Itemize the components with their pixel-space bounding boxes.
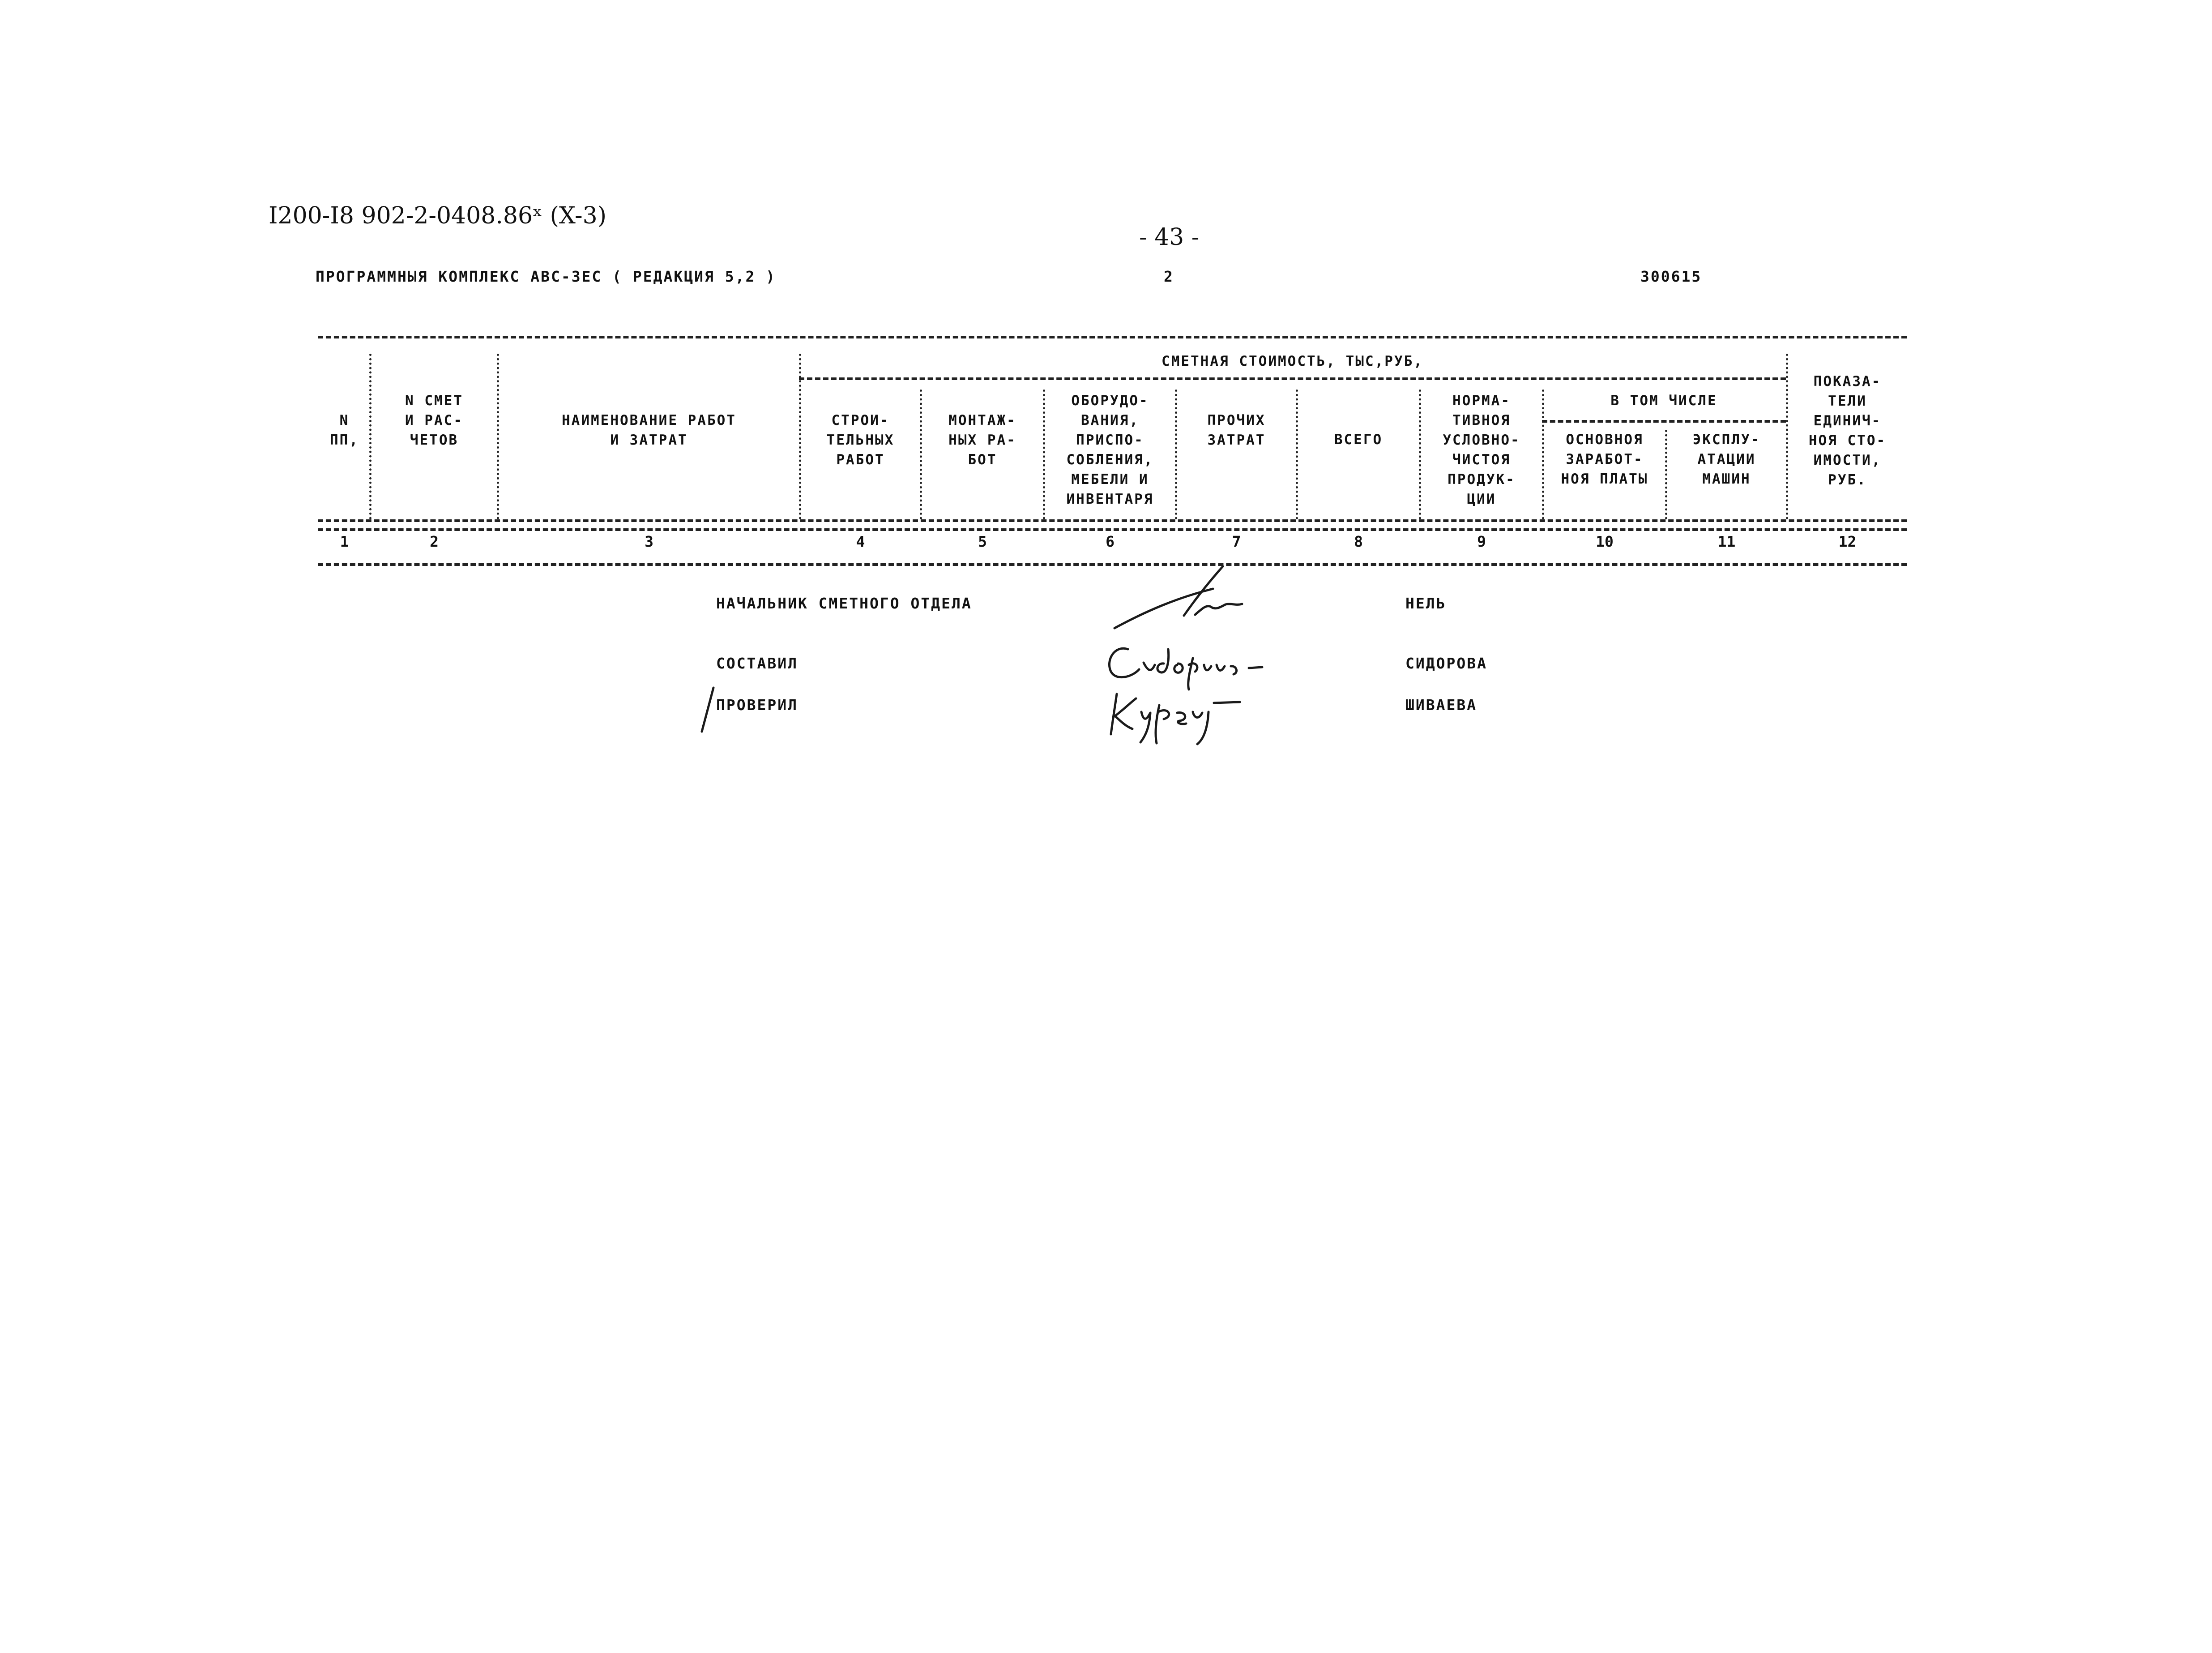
col-header-10: ОСНОВНОЯ ЗАРАБОТ- НОЯ ПЛАТЫ <box>1561 432 1648 487</box>
program-line: ПРОГРАММНЫЯ КОМПЛЕКС АВС-ЗЕС ( РЕДАКЦИЯ 5,2 ) <box>316 268 777 285</box>
col-number-7: 7 <box>1232 533 1241 550</box>
col-header-11: ЭКСПЛУ- АТАЦИИ МАШИН <box>1692 432 1761 487</box>
col-number-2: 2 <box>430 533 439 550</box>
subgroup-rule <box>1542 420 1786 423</box>
signature-role-2: СОСТАВИЛ <box>716 655 798 672</box>
signature-name-2: СИДОРОВА <box>1405 655 1487 672</box>
document-code: I200-I8 902-2-0408.86ˣ (X-3) <box>269 202 606 229</box>
page-number: - 43 - <box>1139 224 1200 251</box>
signature-role-1: НАЧАЛЬНИК СМЕТНОГО ОТДЕЛА <box>716 595 972 612</box>
signature-name-3: ШИВАЕВА <box>1405 696 1478 714</box>
col-header-3: НАИМЕНОВАНИЕ РАБОТ И ЗАТРАТ <box>562 412 736 448</box>
group-rule <box>799 377 1786 380</box>
col-header-9: НОРМА- ТИВНОЯ УСЛОВНО- ЧИСТОЯ ПРОДУК- ЦИИ <box>1443 393 1520 507</box>
col-number-4: 4 <box>856 533 865 550</box>
col-sep-6 <box>1175 390 1177 519</box>
correction-slash <box>698 685 716 734</box>
numbers-top-rule <box>318 528 1907 531</box>
col-number-6: 6 <box>1106 533 1115 550</box>
col-header-6: ОБОРУДО- ВАНИЯ, ПРИСПО- СОБЛЕНИЯ, МЕБЕЛИ И ИНВЕНТАРЯ <box>1066 393 1154 507</box>
header-bottom-rule <box>318 519 1907 522</box>
handwritten-signature-checked <box>1097 685 1267 748</box>
handwritten-signature-chief <box>1106 562 1249 634</box>
col-number-5: 5 <box>978 533 987 550</box>
header-group-label: СМЕТНАЯ СТОИМОСТЬ, ТЫС,РУБ, <box>1162 353 1423 369</box>
col-sep-7 <box>1296 390 1298 519</box>
col-header-2: N СМЕТ И РАС- ЧЕТОВ <box>405 393 463 448</box>
col-header-5: МОНТАЖ- НЫХ РА- БОТ <box>948 412 1016 468</box>
signature-role-3: ПРОВЕРИЛ <box>716 696 798 714</box>
col-header-12: ПОКАЗА- ТЕЛИ ЕДИНИЧ- НОЯ СТО- ИМОСТИ, РУБ. <box>1808 373 1887 488</box>
col-header-4: СТРОИ- ТЕЛЬНЫХ РАБОТ <box>826 412 895 468</box>
document-id: 300615 <box>1640 268 1702 285</box>
col-header-1: N ПП, <box>330 412 359 448</box>
col-header-7: ПРОЧИХ ЗАТРАТ <box>1207 412 1266 448</box>
col-number-12: 12 <box>1838 533 1857 550</box>
col-number-1: 1 <box>340 533 349 550</box>
signature-name-1: НЕЛЬ <box>1405 595 1447 612</box>
table-top-rule <box>318 336 1907 338</box>
header-subgroup-label: В ТОМ ЧИСЛЕ <box>1610 393 1717 409</box>
col-number-3: 3 <box>645 533 653 550</box>
col-number-10: 10 <box>1596 533 1614 550</box>
col-header-8: ВСЕГО <box>1334 432 1383 448</box>
col-number-8: 8 <box>1354 533 1363 550</box>
col-number-11: 11 <box>1717 533 1736 550</box>
col-number-9: 9 <box>1477 533 1486 550</box>
section-number: 2 <box>1164 268 1174 285</box>
